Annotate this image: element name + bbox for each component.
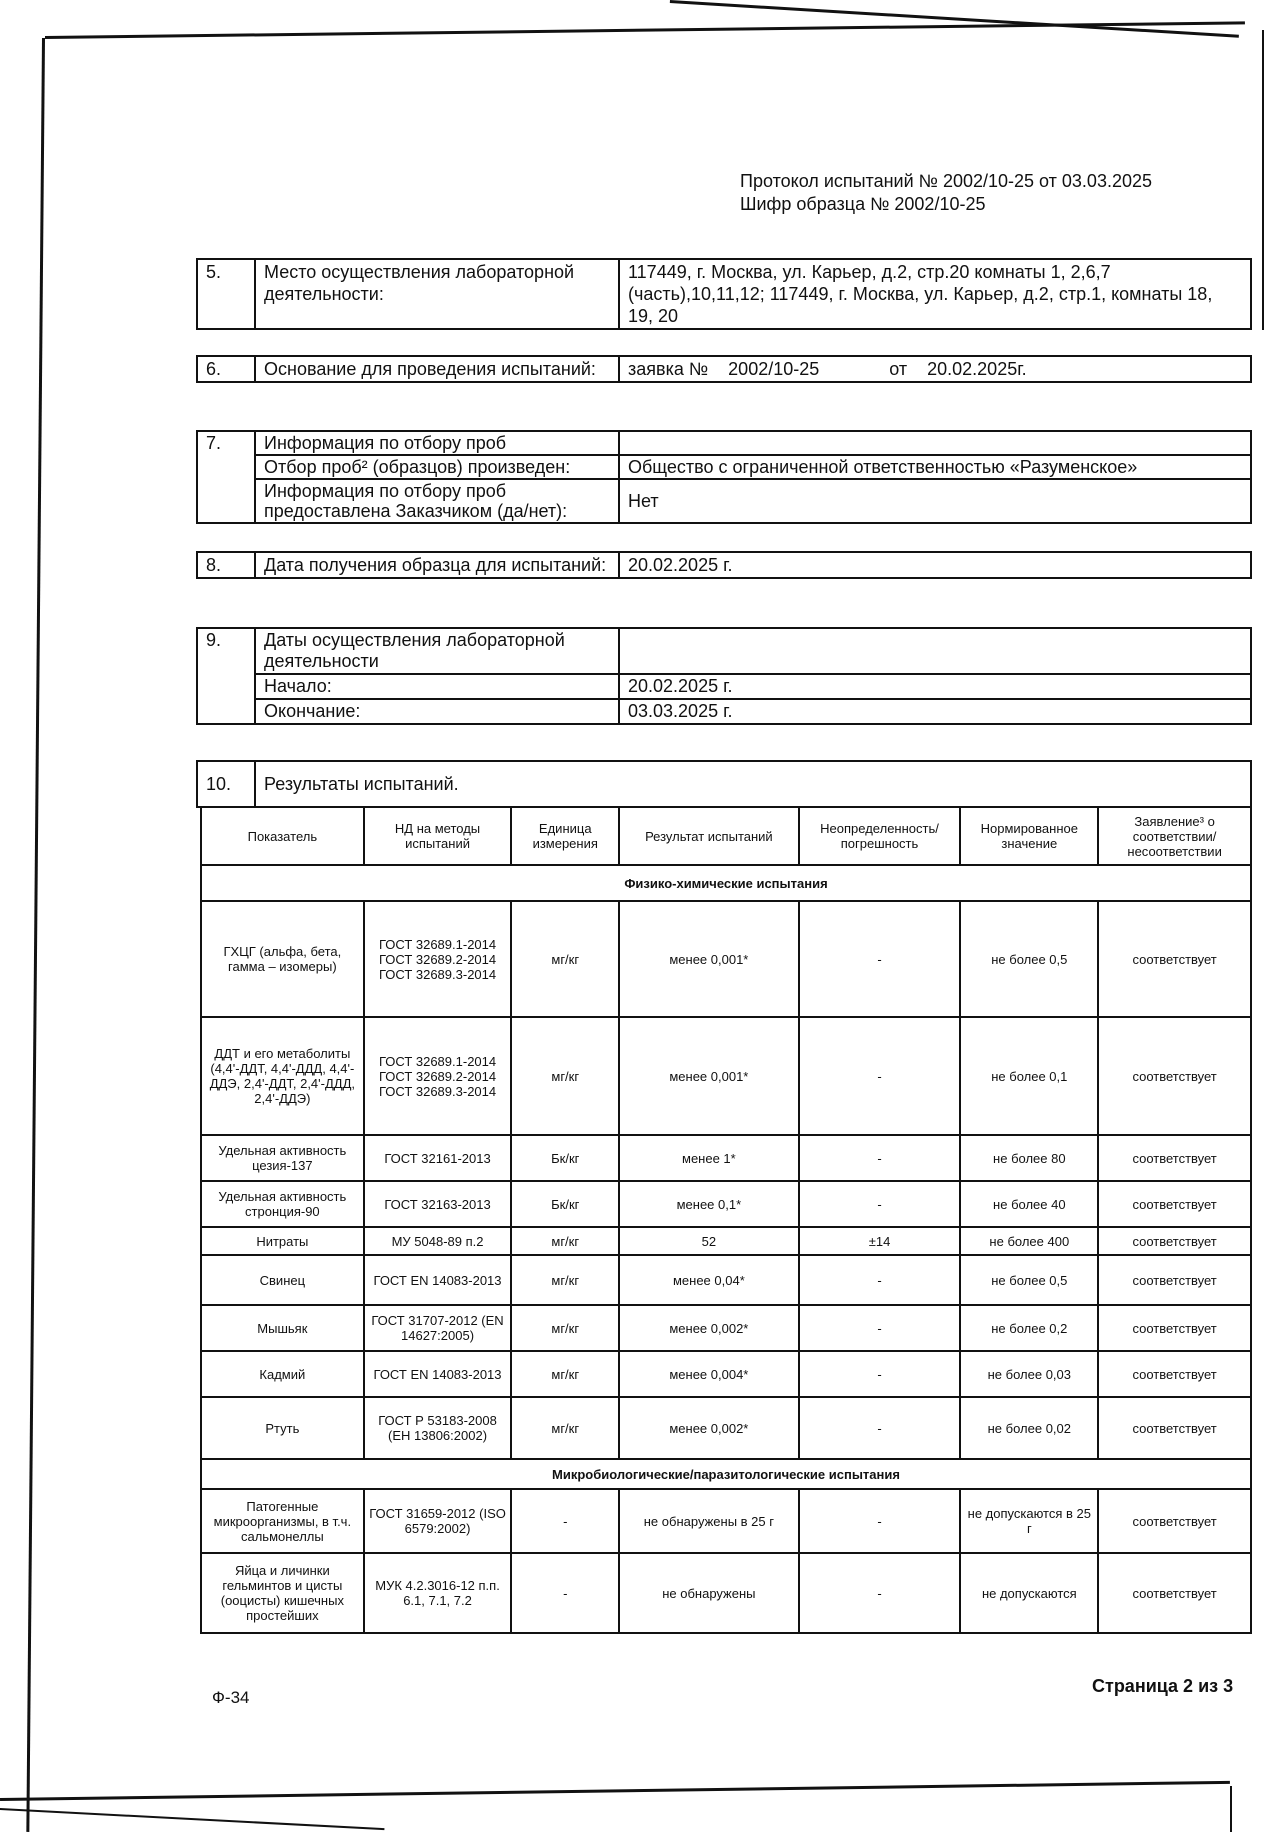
table-row [201,1305,1251,1351]
column-header: Неопределенность/ погрешность [799,807,961,865]
sample-code: Шифр образца № 2002/10-25 [740,194,986,214]
column-header: Заявление³ о соответствии/ несоответствии [1098,807,1251,865]
section-label: Основание для проведения испытаний: [255,356,619,382]
scan-border-bottomright [1230,1786,1232,1832]
cell-indicator: Удельная активность цезия-137 [201,1135,364,1181]
cell-conformity: соответствует [1098,1255,1251,1305]
cell-result: менее 0,002* [619,1305,798,1351]
cell-uncertainty: - [799,1017,961,1135]
cell-uncertainty: - [799,1553,961,1633]
table-row [201,1017,1251,1135]
table-row [201,1135,1251,1181]
cell-method: ГОСТ 32163-2013 [364,1181,512,1227]
cell-uncertainty: - [799,1397,961,1459]
cell-conformity: соответствует [1098,1017,1251,1135]
cell-result: менее 0,004* [619,1351,798,1397]
cell-method: ГОСТ Р 53183-2008 (ЕН 13806:2002) [364,1397,512,1459]
cell-unit: - [511,1489,619,1553]
results-table [200,806,1252,1634]
section-label: Результаты испытаний. [255,761,1251,807]
sampling-by-label: Отбор проб² (образцов) произведен: [255,455,619,479]
cell-uncertainty: - [799,1351,961,1397]
cell-indicator: Ртуть [201,1397,364,1459]
cell-norm: не более 0,1 [960,1017,1098,1135]
cell-unit: - [511,1553,619,1633]
cell-method: МУ 5048-89 п.2 [364,1227,512,1255]
end-date-value: 03.03.2025 г. [619,699,1251,724]
scan-border-left [26,38,45,1832]
cell-conformity: соответствует [1098,1489,1251,1553]
cell-norm: не более 80 [960,1135,1098,1181]
cell-result: менее 0,001* [619,901,798,1017]
cell-indicator: Патогенные микроорганизмы, в т.ч. сальмонеллы [201,1489,364,1553]
start-label: Начало: [255,674,619,699]
sampling-by-value: Общество с ограниченной ответственностью «Разуменское» [619,455,1251,479]
cell-unit: мг/кг [511,901,619,1017]
cell-conformity: соответствует [1098,1305,1251,1351]
cell-uncertainty: - [799,1489,961,1553]
section-heading-micro: Микробиологические/паразитологические испытания [201,1459,1251,1489]
cell-result: не обнаружены в 25 г [619,1489,798,1553]
cell-method: ГОСТ 31659-2012 (ISO 6579:2002) [364,1489,512,1553]
cell-indicator: ГХЦГ (альфа, бета, гамма – изомеры) [201,901,364,1017]
cell-uncertainty: - [799,1181,961,1227]
cell-conformity: соответствует [1098,1181,1251,1227]
cell-conformity: соответствует [1098,901,1251,1017]
cell-result: менее 1* [619,1135,798,1181]
cell-unit: мг/кг [511,1351,619,1397]
cell-norm: не более 40 [960,1181,1098,1227]
cell-norm: не более 0,5 [960,901,1098,1017]
cell-result: менее 0,04* [619,1255,798,1305]
cell-indicator: Кадмий [201,1351,364,1397]
cell-norm: не более 400 [960,1227,1098,1255]
cell-result: менее 0,1* [619,1181,798,1227]
cell-indicator: ДДТ и его метаболиты (4,4'-ДДТ, 4,4'-ДДД, 4,4'-ДДЭ, 2,4'-ДДТ, 2,4'-ДДД, 2,4'-ДДЭ) [201,1017,364,1135]
cell-unit: мг/кг [511,1305,619,1351]
scan-border-right [1262,30,1264,330]
cell-unit: Бк/кг [511,1135,619,1181]
cell-indicator: Свинец [201,1255,364,1305]
scan-border-bottomleft [0,1808,384,1830]
document-header [740,170,1152,216]
section-number: 6. [197,356,255,382]
protocol-title: Протокол испытаний № 2002/10-25 от 03.03.2025 [740,171,1152,191]
column-header: Показатель [201,807,364,865]
cell-unit: мг/кг [511,1017,619,1135]
table-row [201,1181,1251,1227]
cell-uncertainty: - [799,901,961,1017]
cell-unit: мг/кг [511,1255,619,1305]
table-row [201,1397,1251,1459]
cell-conformity: соответствует [1098,1397,1251,1459]
end-label: Окончание: [255,699,619,724]
table-row [201,901,1251,1017]
cell-norm: не более 0,02 [960,1397,1098,1459]
column-header: Единица измерения [511,807,619,865]
column-header: Нормированное значение [960,807,1098,865]
column-header: НД на методы испытаний [364,807,512,865]
customer-provided-value: Нет [619,479,1251,523]
section-10-table [196,760,1252,808]
cell-method: МУК 4.2.3016-12 п.п. 6.1, 7.1, 7.2 [364,1553,512,1633]
cell-indicator: Нитраты [201,1227,364,1255]
cell-indicator: Удельная активность стронция-90 [201,1181,364,1227]
section-number: 8. [197,552,255,578]
scan-border-topright [670,0,1239,38]
cell-norm: не допускаются в 25 г [960,1489,1098,1553]
cell-indicator: Мышьяк [201,1305,364,1351]
section-number: 9. [197,628,255,724]
cell-result: не обнаружены [619,1553,798,1633]
section-9-table [196,627,1252,725]
cell-conformity: соответствует [1098,1351,1251,1397]
cell-uncertainty: ±14 [799,1227,961,1255]
cell-result: 52 [619,1227,798,1255]
cell-unit: мг/кг [511,1227,619,1255]
cell-unit: мг/кг [511,1397,619,1459]
section-number: 7. [197,431,255,523]
column-header: Результат испытаний [619,807,798,865]
table-row [201,1227,1251,1255]
cell-method: ГОСТ 32689.1-2014 ГОСТ 32689.2-2014 ГОСТ 32689.3-2014 [364,1017,512,1135]
scan-border-bottom [0,1781,1230,1801]
cell-method: ГОСТ 32161-2013 [364,1135,512,1181]
table-row [201,1351,1251,1397]
cell-method: ГОСТ EN 14083-2013 [364,1351,512,1397]
page-number: Страница 2 из 3 [1092,1676,1234,1696]
form-code: Ф-34 [212,1688,250,1707]
section-heading-physchem: Физико-химические испытания [201,865,1251,901]
receipt-date-value: 20.02.2025 г. [619,552,1251,578]
cell-conformity: соответствует [1098,1553,1251,1633]
section-label: Дата получения образца для испытаний: [255,552,619,578]
cell-unit: Бк/кг [511,1181,619,1227]
lab-dates-label: Даты осуществления лабораторной деятельности [255,628,619,674]
cell-method: ГОСТ EN 14083-2013 [364,1255,512,1305]
table-row [201,1255,1251,1305]
cell-norm: не допускаются [960,1553,1098,1633]
cell-result: менее 0,001* [619,1017,798,1135]
section-7-table [196,430,1252,524]
lab-location-value: 117449, г. Москва, ул. Карьер, д.2, стр.20 комнаты 1, 2,6,7 (часть),10,11,12; 117449, г. Москва, ул. Карьер, д.2, стр.1, комнаты 18, 19, 20 [619,259,1251,329]
table-row [201,1553,1251,1633]
section-number: 5. [197,259,255,329]
lab-dates-value [619,628,1251,674]
customer-provided-label: Информация по отбору проб предоставлена Заказчиком (да/нет): [255,479,619,523]
sampling-info-label: Информация по отбору проб [255,431,619,455]
cell-uncertainty: - [799,1305,961,1351]
section-8-table [196,551,1252,579]
cell-result: менее 0,002* [619,1397,798,1459]
section-5-table [196,258,1252,330]
table-row [201,1489,1251,1553]
results-header-row [201,807,1251,865]
cell-method: ГОСТ 31707-2012 (EN 14627:2005) [364,1305,512,1351]
start-date-value: 20.02.2025 г. [619,674,1251,699]
cell-indicator: Яйца и личинки гельминтов и цисты (ооцисты) кишечных простейших [201,1553,364,1633]
cell-method: ГОСТ 32689.1-2014 ГОСТ 32689.2-2014 ГОСТ 32689.3-2014 [364,901,512,1017]
test-basis-value: заявка № 2002/10-25 от 20.02.2025г. [619,356,1251,382]
cell-conformity: соответствует [1098,1227,1251,1255]
cell-uncertainty: - [799,1135,961,1181]
cell-conformity: соответствует [1098,1135,1251,1181]
sampling-info-value [619,431,1251,455]
section-6-table [196,355,1252,383]
section-number: 10. [197,761,255,807]
cell-norm: не более 0,5 [960,1255,1098,1305]
section-label: Место осуществления лабораторной деятельности: [255,259,619,329]
cell-norm: не более 0,2 [960,1305,1098,1351]
cell-uncertainty: - [799,1255,961,1305]
cell-norm: не более 0,03 [960,1351,1098,1397]
